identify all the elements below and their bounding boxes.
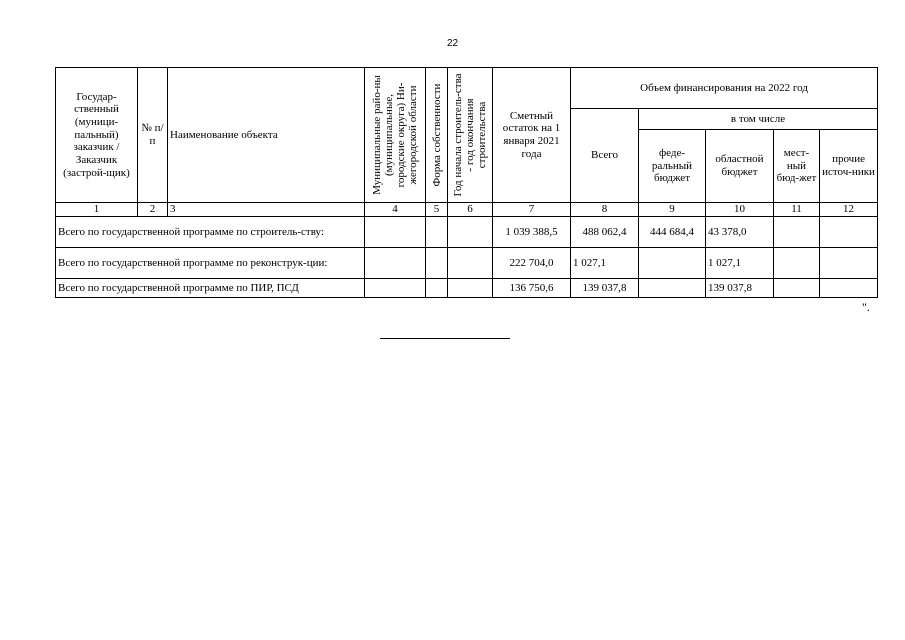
cell-municipal (365, 217, 426, 248)
column-number: 10 (706, 203, 774, 217)
cell-regional: 139 037,8 (706, 279, 774, 298)
cell-ownership (426, 279, 448, 298)
column-number: 1 (56, 203, 138, 217)
cell-ownership (426, 248, 448, 279)
header-estimate-balance: Сметный остаток на 1 января 2021 года (493, 68, 571, 203)
cell-regional: 43 378,0 (706, 217, 774, 248)
cell-other (820, 248, 878, 279)
cell-local (774, 279, 820, 298)
cell-municipal (365, 248, 426, 279)
header-total: Всего (571, 109, 639, 203)
cell-total: 1 027,1 (571, 248, 639, 279)
header-other: прочие источ-ники (820, 130, 878, 203)
cell-local (774, 217, 820, 248)
cell-regional: 1 027,1 (706, 248, 774, 279)
cell-federal (639, 279, 706, 298)
row-label: Всего по государственной программе по реконструк-ции: (56, 248, 365, 279)
column-number: 8 (571, 203, 639, 217)
row-label: Всего по государственной программе по строитель-ству: (56, 217, 365, 248)
header-ownership-text: Форма собственности (430, 83, 443, 187)
closing-quote: ". (862, 300, 870, 314)
table-row-construction (56, 217, 878, 248)
cell-local (774, 248, 820, 279)
cell-federal (639, 248, 706, 279)
header-municipal-text: Муниципальные райо-ны (муниципальные, городские округа) Ни-жегородской области (370, 75, 420, 195)
column-number: 11 (774, 203, 820, 217)
header-municipal (365, 68, 426, 203)
column-number: 4 (365, 203, 426, 217)
column-number-row (56, 203, 878, 217)
page-number: 22 (446, 38, 459, 49)
header-financing-2022: Объем финансирования на 2022 год (571, 68, 878, 109)
column-number: 2 (138, 203, 168, 217)
header-years (448, 68, 493, 203)
cell-estimate: 136 750,6 (493, 279, 571, 298)
column-number: 12 (820, 203, 878, 217)
cell-ownership (426, 217, 448, 248)
cell-federal: 444 684,4 (639, 217, 706, 248)
header-regional: областной бюджет (706, 130, 774, 203)
cell-estimate: 1 039 388,5 (493, 217, 571, 248)
header-years-text: Год начала строитель-ства - год окончания строительства (451, 73, 489, 197)
cell-years (448, 279, 493, 298)
column-number: 6 (448, 203, 493, 217)
cell-total: 139 037,8 (571, 279, 639, 298)
column-number: 3 (168, 203, 365, 217)
table-row-design (56, 279, 878, 298)
separator-line (380, 338, 510, 339)
header-number: № п/п (138, 68, 168, 203)
cell-municipal (365, 279, 426, 298)
header-ownership (426, 68, 448, 203)
table-row-reconstruction (56, 248, 878, 279)
column-number: 9 (639, 203, 706, 217)
cell-other (820, 279, 878, 298)
cell-estimate: 222 704,0 (493, 248, 571, 279)
header-customer: Государ-ственный (муници-пальный) заказчик / Заказчик (застрой-щик) (56, 68, 138, 203)
header-including: в том числе (639, 109, 878, 130)
financing-table (55, 67, 878, 298)
cell-years (448, 217, 493, 248)
header-object-name: Наименование объекта (168, 68, 365, 203)
column-number: 5 (426, 203, 448, 217)
header-local: мест-ный бюд-жет (774, 130, 820, 203)
cell-total: 488 062,4 (571, 217, 639, 248)
column-number: 7 (493, 203, 571, 217)
header-federal: феде-ральный бюджет (639, 130, 706, 203)
cell-other (820, 217, 878, 248)
cell-years (448, 248, 493, 279)
header-row-1 (56, 68, 878, 109)
row-label: Всего по государственной программе по ПИР, ПСД (56, 279, 365, 298)
